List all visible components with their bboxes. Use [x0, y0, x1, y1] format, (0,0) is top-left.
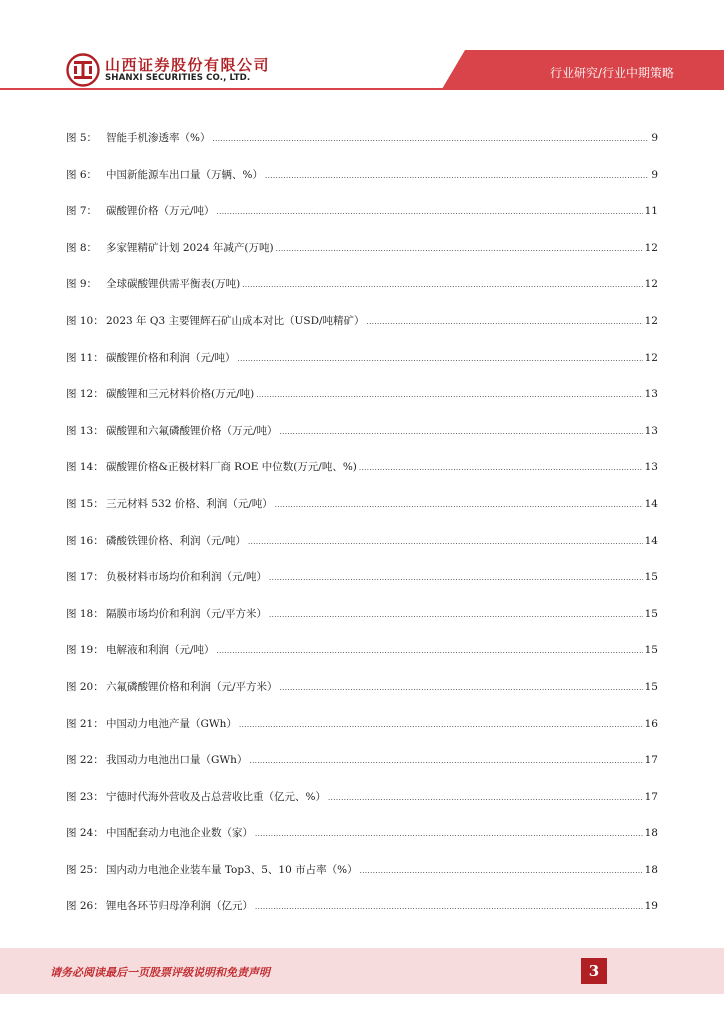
leader-dots — [328, 788, 643, 808]
figure-title: 隔膜市场均价和利润（元/平方米） — [106, 607, 268, 620]
figure-title: 磷酸铁锂价格、利润（元/吨） — [106, 534, 247, 547]
figure-title: 我国动力电池出口量（GWh） — [106, 754, 248, 767]
figure-title: 中国配套动力电池企业数（家） — [106, 827, 253, 840]
page-ref: 9 — [651, 168, 658, 181]
toc-entry[interactable] — [66, 714, 658, 751]
toc-entry[interactable] — [66, 823, 658, 860]
figure-label: 图 7： — [66, 205, 98, 218]
leader-dots — [367, 312, 643, 332]
figure-label: 图 8： — [66, 241, 98, 254]
leader-dots — [269, 568, 643, 588]
figure-label: 图 24： — [66, 827, 104, 840]
leader-dots — [217, 641, 643, 661]
figure-label: 图 12： — [66, 388, 104, 401]
toc-entry[interactable] — [66, 677, 658, 714]
toc-entry[interactable] — [66, 896, 658, 933]
figure-label: 图 20： — [66, 680, 104, 693]
page-ref: 15 — [644, 680, 658, 693]
page-ref: 14 — [644, 497, 658, 510]
figure-title: 电解液和利润（元/吨） — [106, 644, 215, 657]
figure-title: 2023 年 Q3 主要锂辉石矿山成本对比（USD/吨精矿） — [106, 314, 365, 327]
toc-entry[interactable] — [66, 238, 658, 275]
figure-label: 图 18： — [66, 607, 104, 620]
figure-label: 图 25： — [66, 863, 104, 876]
page-ref: 11 — [644, 205, 658, 218]
disclaimer-text: 请务必阅读最后一页股票评级说明和免责声明 — [50, 966, 270, 979]
toc-entry[interactable] — [66, 165, 658, 202]
leader-dots — [276, 239, 643, 259]
leader-dots — [280, 678, 643, 698]
page-ref: 18 — [644, 827, 658, 840]
figure-list — [66, 128, 658, 933]
page-ref: 18 — [644, 863, 658, 876]
toc-entry[interactable] — [66, 494, 658, 531]
figure-label: 图 14： — [66, 461, 104, 474]
page-ref: 15 — [644, 644, 658, 657]
figure-label: 图 26： — [66, 900, 104, 913]
figure-title: 中国新能源车出口量（万辆、%） — [106, 168, 263, 181]
toc-entry[interactable] — [66, 274, 658, 311]
figure-title: 中国动力电池产量（GWh） — [106, 717, 237, 730]
toc-entry[interactable] — [66, 604, 658, 641]
page-ref: 17 — [644, 790, 658, 803]
leader-dots — [217, 202, 643, 222]
figure-label: 图 5： — [66, 132, 98, 144]
leader-dots — [280, 422, 643, 442]
leader-dots — [359, 458, 643, 478]
toc-entry[interactable] — [66, 860, 658, 897]
figure-title: 碳酸锂和三元材料价格(万元/吨) — [106, 388, 255, 401]
page-ref: 9 — [651, 132, 658, 144]
page-ref: 12 — [644, 314, 658, 327]
leader-dots — [255, 897, 643, 917]
toc-entry[interactable] — [66, 531, 658, 568]
page-ref: 13 — [644, 461, 658, 474]
figure-label: 图 9： — [66, 278, 98, 291]
figure-title: 智能手机渗透率（%） — [106, 132, 211, 144]
toc-entry[interactable] — [66, 457, 658, 494]
company-name-en: SHANXI SECURITIES CO., LTD. — [105, 73, 251, 83]
figure-label: 图 17： — [66, 571, 104, 584]
company-name-cn: 山西证券股份有限公司 — [105, 56, 271, 74]
page-ref: 16 — [644, 717, 658, 730]
figure-title: 锂电各环节归母净利润（亿元） — [106, 900, 253, 913]
figure-title: 碳酸锂和六氟磷酸锂价格（万元/吨） — [106, 424, 278, 437]
figure-label: 图 6： — [66, 168, 98, 181]
figure-label: 图 15： — [66, 497, 104, 510]
figure-label: 图 21： — [66, 717, 104, 730]
leader-dots — [249, 751, 642, 771]
page-footer — [0, 948, 724, 994]
leader-dots — [212, 129, 649, 149]
leader-dots — [238, 349, 643, 369]
leader-dots — [248, 532, 643, 552]
figure-label: 图 10： — [66, 314, 104, 327]
figure-title: 碳酸锂价格（万元/吨） — [106, 205, 215, 218]
toc-entry[interactable] — [66, 128, 658, 165]
leader-dots — [239, 715, 643, 735]
figure-title: 国内动力电池企业装车量 Top3、5、10 市占率（%） — [106, 863, 358, 876]
figure-title: 宁德时代海外营收及占总营收比重（亿元、%） — [106, 790, 326, 803]
page-ref: 17 — [644, 754, 658, 767]
leader-dots — [242, 275, 642, 295]
toc-entry[interactable] — [66, 750, 658, 787]
figure-title: 多家锂精矿计划 2024 年减产(万吨) — [106, 241, 274, 254]
toc-entry[interactable] — [66, 201, 658, 238]
company-logo-icon — [66, 53, 100, 87]
toc-entry[interactable] — [66, 567, 658, 604]
toc-entry[interactable] — [66, 640, 658, 677]
leader-dots — [256, 385, 642, 405]
figure-title: 六氟磷酸锂价格和利润（元/平方米） — [106, 680, 278, 693]
figure-label: 图 22： — [66, 754, 104, 767]
figure-label: 图 23： — [66, 790, 104, 803]
page-ref: 15 — [644, 607, 658, 620]
figure-label: 图 13： — [66, 424, 104, 437]
page-ref: 13 — [644, 424, 658, 437]
figure-title: 全球碳酸锂供需平衡表(万吨) — [106, 278, 241, 291]
page-ref: 19 — [644, 900, 658, 913]
figure-title: 三元材料 532 价格、利润（元/吨） — [106, 497, 273, 510]
leader-dots — [360, 861, 643, 881]
toc-entry[interactable] — [66, 348, 658, 385]
figure-title: 碳酸锂价格和利润（元/吨） — [106, 351, 236, 364]
figure-label: 图 11： — [66, 351, 104, 364]
leader-dots — [265, 166, 649, 186]
figure-title: 负极材料市场均价和利润（元/吨） — [106, 571, 268, 584]
toc-entry[interactable] — [66, 787, 658, 824]
page-number: 3 — [581, 958, 607, 984]
page-ref: 15 — [644, 571, 658, 584]
page-ref: 14 — [644, 534, 658, 547]
figure-label: 图 16： — [66, 534, 104, 547]
toc-entry[interactable] — [66, 421, 658, 458]
page-ref: 12 — [644, 351, 658, 364]
page-ref: 12 — [644, 278, 658, 291]
page-ref: 12 — [644, 241, 658, 254]
figure-title: 碳酸锂价格&正极材料厂商 ROE 中位数(万元/吨、%) — [106, 461, 357, 474]
page-header — [0, 0, 724, 90]
leader-dots — [275, 495, 643, 515]
leader-dots — [269, 605, 643, 625]
toc-entry[interactable] — [66, 311, 658, 348]
figure-label: 图 19： — [66, 644, 104, 657]
report-type: 行业研究/行业中期策略 — [549, 66, 674, 80]
page-ref: 13 — [644, 388, 658, 401]
leader-dots — [255, 824, 643, 844]
toc-entry[interactable] — [66, 384, 658, 421]
